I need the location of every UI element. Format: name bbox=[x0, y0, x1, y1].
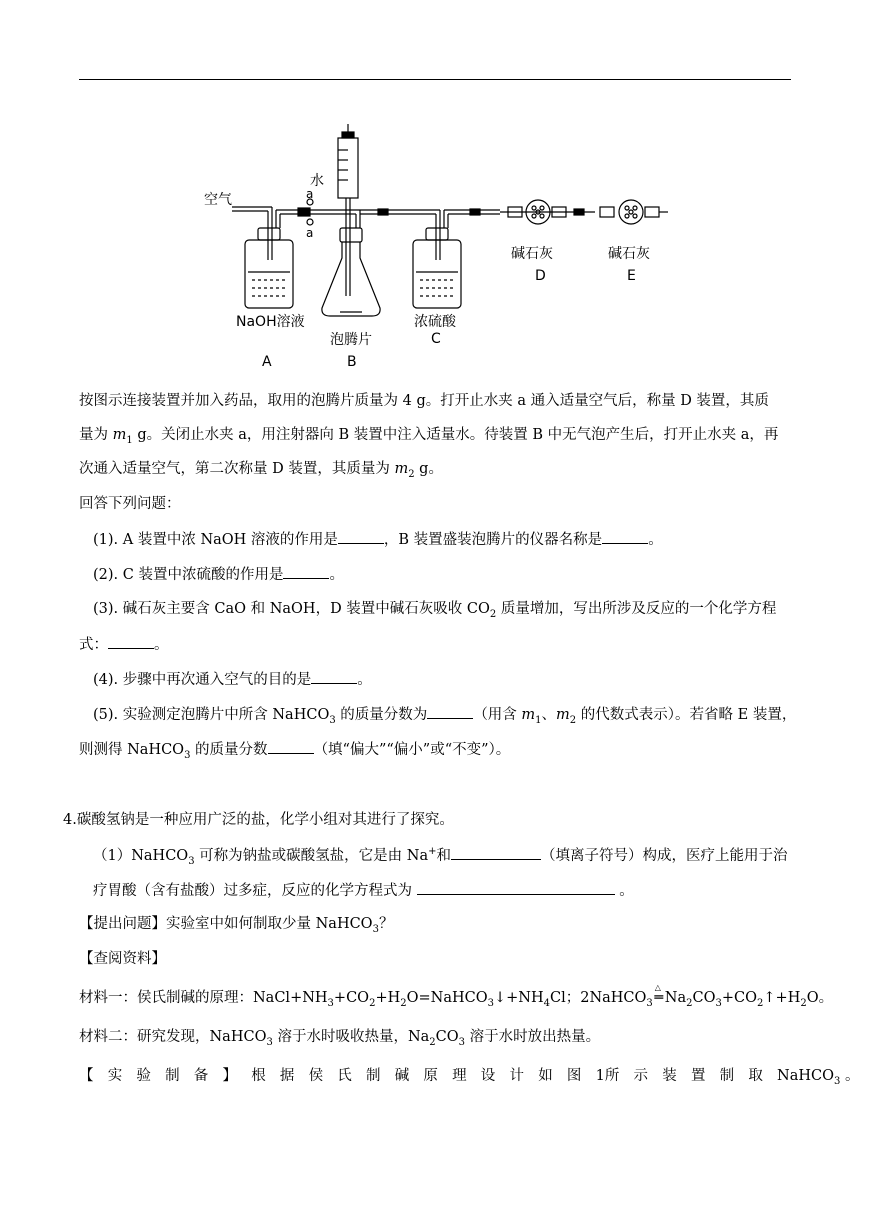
raise-question: 【提出问题】实验室中如何制取少量 NaHCO$_3$？ bbox=[79, 916, 394, 935]
answer-blank[interactable] bbox=[427, 704, 473, 719]
label-b: B bbox=[347, 354, 357, 370]
label-c-reagent: 浓硫酸 bbox=[414, 314, 456, 330]
answer-blank[interactable] bbox=[602, 529, 648, 544]
question-5-line-1: (5). 实验测定泡腾片中所含 NaHCO$_3$ 的质量分数为 （用含 $m_1$、$m_2$ 的代数式表示）。若省略 E 装置， bbox=[93, 704, 796, 725]
para-line-2: 量为 $m_1$ g。关闭止水夹 a，用注射器向 B 装置中注入适量水。待装置 B 中无气泡产生后，打开止水夹 a，再 bbox=[79, 427, 779, 446]
label-e: E bbox=[627, 268, 636, 284]
consult-heading: 【查阅资料】 bbox=[79, 951, 166, 967]
question-4-title: 4.碳酸氢钠是一种应用广泛的盐，化学小组对其进行了探究。 bbox=[63, 812, 454, 828]
clamp-label-top: a bbox=[306, 187, 314, 201]
answer-prompt: 回答下列问题： bbox=[79, 496, 181, 512]
question-1: (1). A 装置中浓 NaOH 溶液的作用是 ，B 装置盛装泡腾片的仪器名称是 。 bbox=[93, 529, 663, 550]
water-label: 水 bbox=[310, 173, 324, 189]
answer-blank[interactable] bbox=[451, 845, 541, 860]
q4-sub1-line-2: 疗胃酸（含有盐酸）过多症，反应的化学方程式为 。 bbox=[93, 880, 634, 901]
label-b-reagent: 泡腾片 bbox=[330, 332, 372, 348]
header-rule bbox=[79, 79, 791, 80]
label-a: A bbox=[262, 354, 272, 370]
answer-blank[interactable] bbox=[108, 634, 154, 649]
label-e-reagent: 碱石灰 bbox=[608, 246, 650, 262]
answer-blank[interactable] bbox=[283, 564, 329, 579]
heat-condition: △ ═ bbox=[654, 983, 664, 1006]
experiment-prep: 【实验制备】根据侯氏制碱原理设计如图 1 所示装置制取 NaHCO$_3$ 。 bbox=[79, 1068, 860, 1087]
question-3-line-1: (3). 碱石灰主要含 CaO 和 NaOH，D 装置中碱石灰吸收 $CO_2$ 质量增加，写出所涉及反应的一个化学方程 bbox=[93, 601, 777, 620]
apparatus-figure bbox=[190, 110, 690, 375]
q4-sub1-line-1: （1）NaHCO$_3$ 可称为钠盐或碳酸氢盐，它是由 Na+和 （填离子符号）构成，医疗上能用于治 bbox=[93, 846, 788, 867]
label-a-reagent: NaOH溶液 bbox=[236, 314, 305, 330]
question-4: (4). 步骤中再次通入空气的目的是 。 bbox=[93, 669, 372, 690]
para-line-1: 按图示连接装置并加入药品，取用的泡腾片质量为 4 g。打开止水夹 a 通入适量空气后，称量 D 装置，其质 bbox=[79, 393, 769, 409]
answer-blank[interactable] bbox=[311, 669, 357, 684]
label-d: D bbox=[535, 268, 546, 284]
material-2: 材料二：研究发现，NaHCO$_3$ 溶于水时吸收热量，$Na_2CO_3$ 溶于水时放出热量。 bbox=[79, 1029, 601, 1048]
answer-blank[interactable] bbox=[417, 880, 615, 895]
question-2: (2). C 装置中浓硫酸的作用是 。 bbox=[93, 564, 344, 585]
question-5-line-2: 则测得 NaHCO$_3$ 的质量分数 （填“偏大”“偏小”或“不变”）。 bbox=[79, 739, 510, 760]
label-c: C bbox=[431, 331, 441, 347]
answer-blank[interactable] bbox=[338, 529, 384, 544]
question-3-line-2: 式： 。 bbox=[79, 634, 169, 655]
clamp-label-bottom: a bbox=[306, 226, 314, 240]
material-1: 材料一：侯氏制碱的原理：$NaCl+NH_3+CO_2+H_2O=NaHCO_3↓+NH_4Cl$；2NaHCO$_3$ △ ═ $Na_2CO_3+CO_2↑+H_2O$。 bbox=[79, 983, 834, 1009]
answer-blank[interactable] bbox=[268, 739, 314, 754]
air-label: 空气 bbox=[204, 192, 232, 208]
para-line-3: 次通入适量空气，第二次称量 D 装置，其质量为 $m_2$ g。 bbox=[79, 461, 443, 480]
label-d-reagent: 碱石灰 bbox=[511, 246, 553, 262]
